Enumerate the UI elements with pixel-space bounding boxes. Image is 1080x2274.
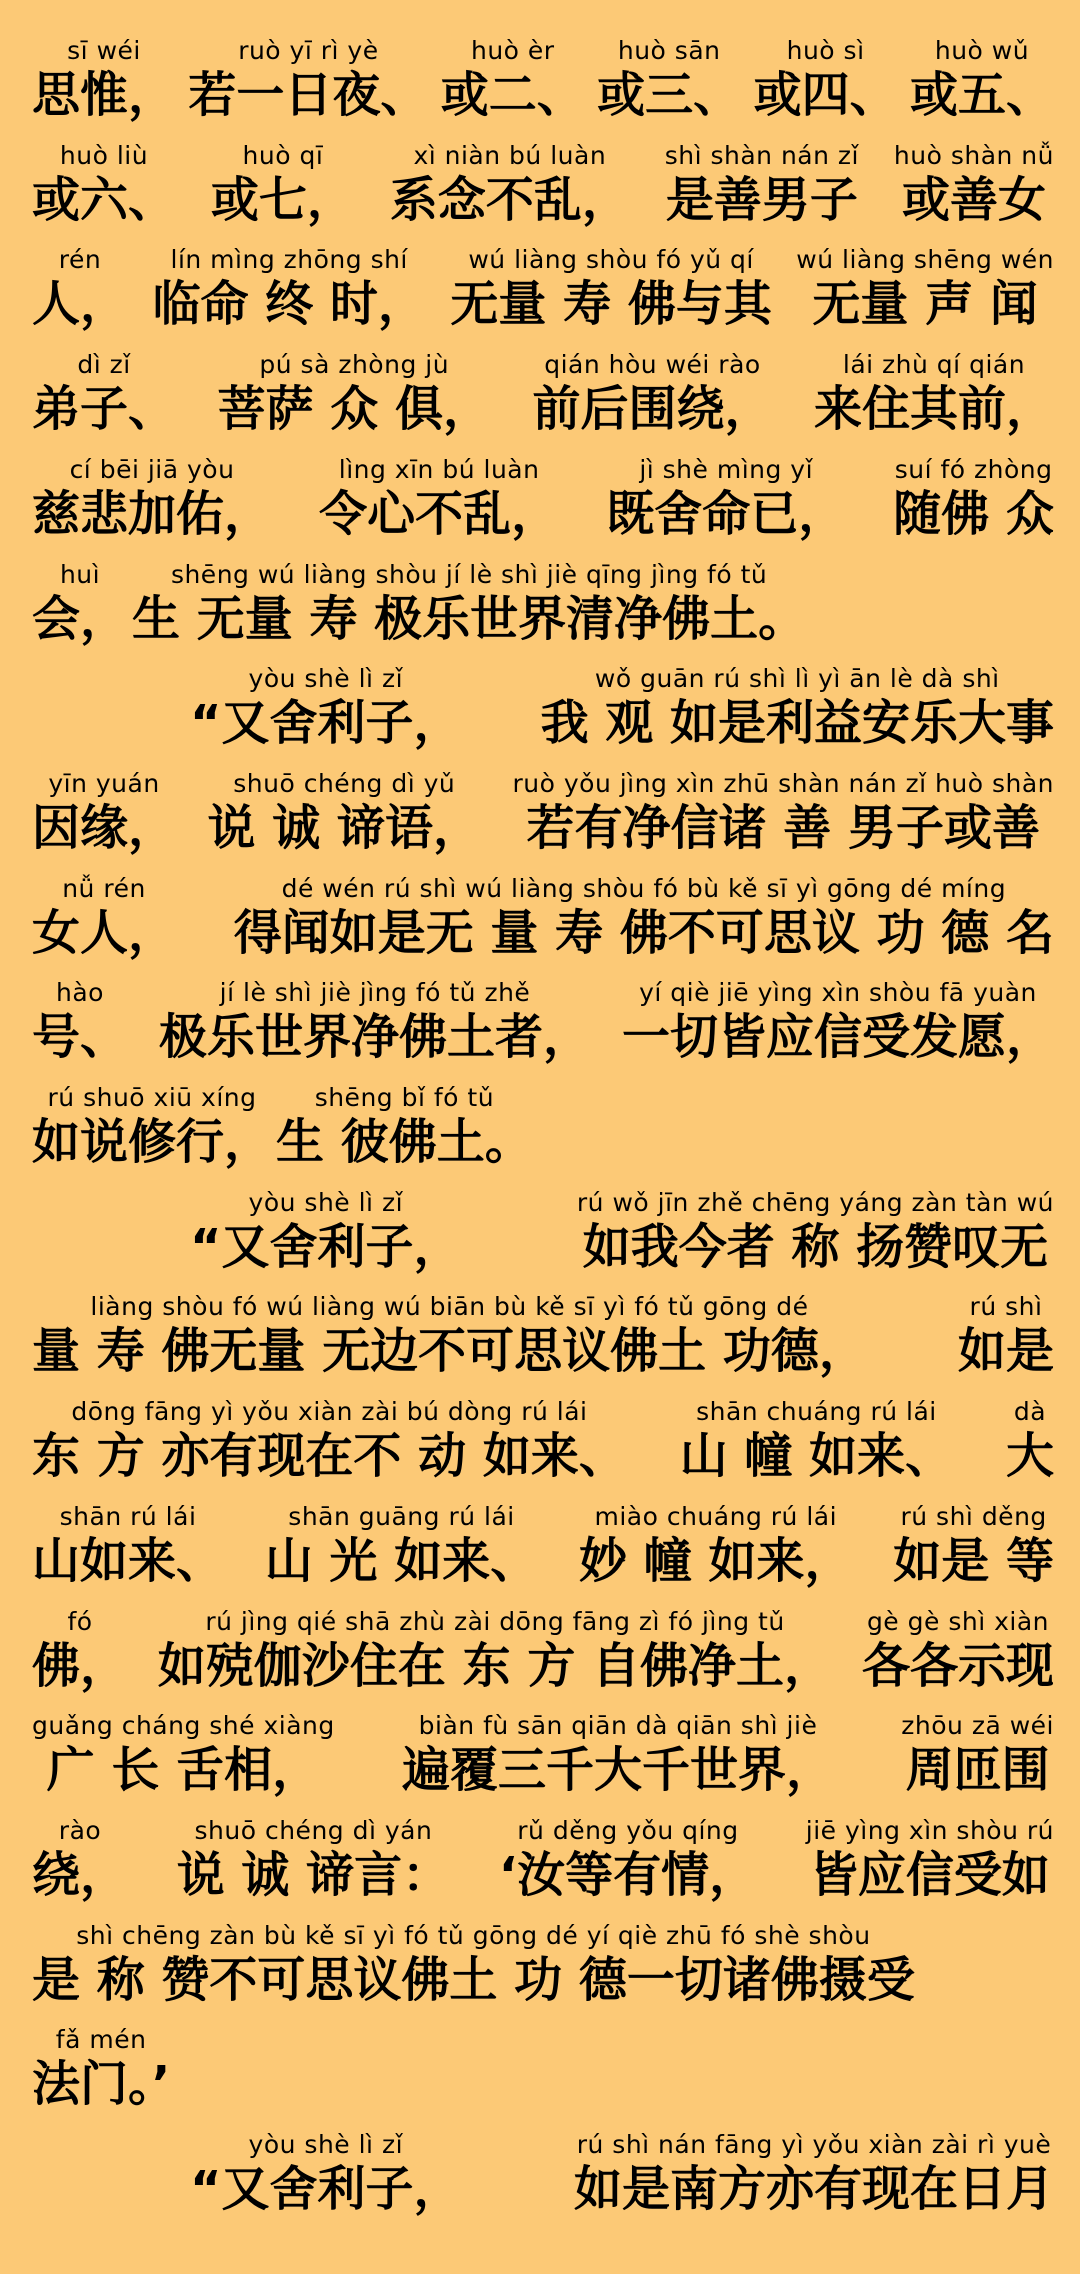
hanzi-text: 法门。’ xyxy=(32,2056,171,2112)
text-line xyxy=(0,560,1080,648)
word-group xyxy=(32,560,128,648)
pinyin-text: shēng bǐ fó tǔ xyxy=(314,1083,495,1112)
hanzi-text: 广 长 舌相， xyxy=(46,1742,321,1798)
word-group xyxy=(894,141,1054,229)
hanzi-text: 我 观 如是利益安乐大事 xyxy=(540,695,1054,751)
hanzi-text: 如说修行， xyxy=(32,1114,273,1170)
hanzi-text: 山如来、 xyxy=(32,1533,225,1589)
text-line xyxy=(0,245,1080,333)
pinyin-text: ruò yī rì yè xyxy=(238,36,379,65)
hanzi-text: 人， xyxy=(32,276,129,332)
hanzi-text: 弟子、 xyxy=(32,381,177,437)
pinyin-text: yòu shè lì zǐ xyxy=(248,2130,404,2159)
hanzi-text: 既舍命已， xyxy=(606,486,847,542)
text-line xyxy=(0,141,1080,229)
word-group xyxy=(32,1397,627,1485)
word-group xyxy=(579,1502,852,1590)
pinyin-text: wǒ guān rú shì lì yì ān lè dà shì xyxy=(594,664,1000,693)
pinyin-text: rào xyxy=(58,1816,102,1845)
word-group xyxy=(796,245,1054,333)
hanzi-text: 菩萨 众 俱， xyxy=(217,381,491,437)
word-group xyxy=(32,141,176,229)
text-line xyxy=(0,1083,1080,1171)
hanzi-text: “又舍利子， xyxy=(190,1219,462,1275)
pinyin-text: huò sān xyxy=(617,36,721,65)
word-group xyxy=(32,1711,335,1799)
text-line xyxy=(0,1816,1080,1904)
hanzi-text: 来住其前， xyxy=(813,381,1054,437)
word-group xyxy=(450,245,771,333)
word-group xyxy=(910,36,1054,124)
pinyin-text: gè gè shì xiàn xyxy=(866,1607,1049,1636)
pinyin-text: huì xyxy=(59,560,101,589)
hanzi-text: 是善男子 xyxy=(665,172,858,228)
word-group xyxy=(234,874,1054,962)
text-line xyxy=(0,2025,1080,2113)
hanzi-text: 或六、 xyxy=(32,172,177,228)
hanzi-text: 绕， xyxy=(32,1847,129,1903)
hanzi-text: 会， xyxy=(32,591,129,647)
pinyin-text: jí lè shì jiè jìng fó tǔ zhě xyxy=(219,978,531,1007)
text-line xyxy=(0,1188,1080,1276)
pinyin-text: huò qī xyxy=(242,141,324,170)
hanzi-text: 如是南方亦有现在日月 xyxy=(573,2161,1054,2217)
hanzi-text: 或善女 xyxy=(901,172,1046,228)
word-group xyxy=(1006,1397,1054,1485)
pinyin-text: huò sì xyxy=(786,36,865,65)
pinyin-text: miào chuáng rú lái xyxy=(594,1502,838,1531)
hanzi-text: 或五、 xyxy=(909,67,1054,123)
word-group xyxy=(32,1502,224,1590)
pinyin-text: rú shì děng xyxy=(900,1502,1047,1531)
word-group xyxy=(597,36,741,124)
text-line xyxy=(0,1711,1080,1799)
text-line xyxy=(0,455,1080,543)
pinyin-text: lín mìng zhōng shí xyxy=(170,245,408,274)
pinyin-text: shān rú lái xyxy=(59,1502,197,1531)
hanzi-text: 得闻如是无 量 寿 佛不可思议 功 德 名 xyxy=(233,905,1054,961)
word-group xyxy=(32,350,176,438)
pinyin-text: shì chēng zàn bù kě sī yì fó tǔ gōng dé yí qiè zhū fó shè shòu xyxy=(76,1921,871,1950)
text-line xyxy=(0,664,1080,752)
word-group xyxy=(132,560,806,648)
hanzi-text: 无量 寿 佛与其 xyxy=(450,276,772,332)
word-group xyxy=(32,769,176,857)
pinyin-text: pú sà zhòng jù xyxy=(259,350,450,379)
word-group xyxy=(190,1188,462,1276)
word-group xyxy=(32,874,176,962)
word-group xyxy=(177,1816,450,1904)
hanzi-text: “又舍利子， xyxy=(190,2161,462,2217)
hanzi-text: 大 xyxy=(1005,1428,1054,1484)
pinyin-text: shān guāng rú lái xyxy=(288,1502,515,1531)
word-group xyxy=(754,36,898,124)
hanzi-text: 如我今者 称 扬赞叹无 xyxy=(582,1219,1049,1275)
pinyin-text: sī wéi xyxy=(67,36,141,65)
text-line xyxy=(0,1397,1080,1485)
pinyin-text: yīn yuán xyxy=(48,769,160,798)
pinyin-text: rú shuō xiū xíng xyxy=(47,1083,257,1112)
pinyin-text: huò liù xyxy=(59,141,149,170)
pinyin-text: rú shì nán fāng yì yǒu xiàn zài rì yuè xyxy=(576,2130,1052,2159)
hanzi-text: 或二、 xyxy=(440,67,585,123)
hanzi-text: 慈悲加佑， xyxy=(32,486,273,542)
hanzi-text: 周匝围 xyxy=(905,1742,1050,1798)
pinyin-text: xì niàn bú luàn xyxy=(413,141,607,170)
pinyin-text: dì zǐ xyxy=(77,350,131,379)
pinyin-text: qián hòu wéi rào xyxy=(544,350,761,379)
pinyin-text: wú liàng shòu fó yǔ qí xyxy=(468,245,754,274)
pinyin-text: shuō chéng dì yǔ xyxy=(233,769,456,798)
pinyin-text: zhōu zā wéi xyxy=(901,1711,1054,1740)
pinyin-text: lìng xīn bú luàn xyxy=(338,455,540,484)
pinyin-text: suí fó zhòng xyxy=(894,455,1053,484)
pinyin-text: wú liàng shēng wén xyxy=(796,245,1054,274)
hanzi-text: 如殑伽沙住在 东 方 自佛净土， xyxy=(157,1638,833,1694)
text-line xyxy=(0,350,1080,438)
word-group xyxy=(541,664,1054,752)
word-group xyxy=(512,769,1054,857)
text-line xyxy=(0,769,1080,857)
word-group xyxy=(211,141,355,229)
pinyin-text: shuō chéng dì yán xyxy=(194,1816,433,1845)
word-group xyxy=(665,141,859,229)
word-group xyxy=(32,245,128,333)
pinyin-text: shān chuáng rú lái xyxy=(696,1397,937,1426)
hanzi-text: 前后围绕， xyxy=(532,381,773,437)
pinyin-text: shì shàn nán zǐ xyxy=(664,141,859,170)
hanzi-text: 是 称 赞不可思议佛土 功 德一切诸佛摄受 xyxy=(32,1952,915,2008)
pinyin-text: jì shè mìng yǐ xyxy=(639,455,814,484)
hanzi-text: 因缘， xyxy=(32,800,177,856)
pinyin-text: liàng shòu fó wú liàng wú biān bù kě sī yì fó tǔ gōng dé xyxy=(90,1292,809,1321)
word-group xyxy=(893,455,1054,543)
pinyin-text: dà xyxy=(1013,1397,1047,1426)
word-group xyxy=(158,1607,832,1695)
text-line xyxy=(0,874,1080,962)
pinyin-text: yòu shè lì zǐ xyxy=(248,664,404,693)
word-group xyxy=(276,1083,533,1171)
word-group xyxy=(532,350,772,438)
text-line xyxy=(0,1921,1080,2009)
text-line xyxy=(0,1292,1080,1380)
word-group xyxy=(499,1816,757,1904)
hanzi-text: 临命 终 时， xyxy=(152,276,426,332)
pinyin-text: cí bēi jiā yòu xyxy=(69,455,235,484)
text-line xyxy=(0,2130,1080,2218)
text-line xyxy=(0,36,1080,124)
pinyin-text: lái zhù qí qián xyxy=(842,350,1026,379)
word-group xyxy=(265,1502,538,1590)
word-group xyxy=(958,1292,1054,1380)
hanzi-text: 女人， xyxy=(32,905,177,961)
pinyin-text: shēng wú liàng shòu jí lè shì jiè qīng jìng fó tǔ xyxy=(170,560,768,589)
word-group xyxy=(901,1711,1054,1799)
hanzi-text: 佛， xyxy=(32,1638,129,1694)
word-group xyxy=(606,455,846,543)
pinyin-text: dé wén rú shì wú liàng shòu fó bù kě sī yì gōng dé míng xyxy=(281,874,1007,903)
hanzi-text: 遍覆三千大千世界， xyxy=(402,1742,835,1798)
hanzi-text: 或四、 xyxy=(753,67,898,123)
pinyin-text: guǎng cháng shé xiàng xyxy=(32,1711,335,1740)
word-group xyxy=(188,36,428,124)
hanzi-text: 生 无量 寿 极乐世界清净佛土。 xyxy=(132,591,807,647)
hanzi-text: 极乐世界净佛土者， xyxy=(158,1009,591,1065)
word-group xyxy=(319,455,559,543)
pinyin-text: biàn fù sān qiān dà qiān shì jiè xyxy=(418,1711,818,1740)
pinyin-text: rǔ děng yǒu qíng xyxy=(517,1816,739,1845)
hanzi-text: 山 光 如来、 xyxy=(264,1533,539,1589)
hanzi-text: 系念不乱， xyxy=(389,172,630,228)
hanzi-text: 或七， xyxy=(210,172,355,228)
word-group xyxy=(814,350,1054,438)
hanzi-text: 思惟， xyxy=(32,67,177,123)
hanzi-text: 令心不乱， xyxy=(319,486,560,542)
word-group xyxy=(208,769,481,857)
pinyin-text: huò èr xyxy=(470,36,555,65)
word-group xyxy=(159,978,591,1066)
hanzi-text: 山 幢 如来、 xyxy=(679,1428,954,1484)
hanzi-text: 如是 xyxy=(957,1323,1054,1379)
hanzi-text: 皆应信受如 xyxy=(809,1847,1050,1903)
word-group xyxy=(32,1292,867,1380)
text-line xyxy=(0,978,1080,1066)
hanzi-text: 妙 幢 如来， xyxy=(579,1533,853,1589)
pinyin-text: hào xyxy=(56,978,104,1007)
hanzi-text: 说 诚 谛语， xyxy=(207,800,481,856)
pinyin-text: rén xyxy=(58,245,102,274)
pinyin-text: jiē yìng xìn shòu rú xyxy=(805,1816,1054,1845)
hanzi-text: 各各示现 xyxy=(861,1638,1054,1694)
hanzi-text: 随佛 众 xyxy=(893,486,1054,542)
word-group xyxy=(32,978,128,1066)
word-group xyxy=(32,1607,128,1695)
hanzi-text: 生 彼佛土。 xyxy=(276,1114,533,1170)
word-group xyxy=(32,1816,128,1904)
hanzi-text: “又舍利子， xyxy=(190,695,462,751)
word-group xyxy=(441,36,585,124)
word-group xyxy=(390,141,630,229)
hanzi-text: 无量 声 闻 xyxy=(812,276,1038,332)
word-group xyxy=(577,1188,1054,1276)
word-group xyxy=(32,455,272,543)
word-group xyxy=(152,245,425,333)
hanzi-text: ‘汝等有情， xyxy=(498,1847,758,1903)
word-group xyxy=(574,2130,1054,2218)
pinyin-text: rú shì xyxy=(969,1292,1043,1321)
hanzi-text: 或三、 xyxy=(597,67,742,123)
hanzi-text: 如是 等 xyxy=(893,1533,1054,1589)
hanzi-text: 若有净信诸 善 男子或善 xyxy=(526,800,1040,856)
word-group xyxy=(32,36,176,124)
pinyin-text: rú jìng qié shā zhù zài dōng fāng zì fó jìng tǔ xyxy=(205,1607,785,1636)
pinyin-text: fó xyxy=(67,1607,93,1636)
hanzi-text: 若一日夜、 xyxy=(188,67,429,123)
pinyin-text: yòu shè lì zǐ xyxy=(248,1188,404,1217)
hanzi-text: 量 寿 佛无量 无边不可思议佛土 功德， xyxy=(32,1323,867,1379)
word-group xyxy=(190,2130,462,2218)
word-group xyxy=(680,1397,953,1485)
word-group xyxy=(402,1711,834,1799)
word-group xyxy=(32,2025,170,2113)
pinyin-text: dōng fāng yì yǒu xiàn zài bú dòng rú lái xyxy=(71,1397,588,1426)
text-line xyxy=(0,1607,1080,1695)
pinyin-text: huò wǔ xyxy=(934,36,1030,65)
pinyin-text: fǎ mén xyxy=(55,2025,147,2054)
word-group xyxy=(862,1607,1054,1695)
pinyin-text: huò shàn nǚ xyxy=(893,141,1054,170)
word-group xyxy=(218,350,491,438)
word-group xyxy=(190,664,462,752)
word-group xyxy=(32,1921,915,2009)
word-group xyxy=(893,1502,1054,1590)
pinyin-text: ruò yǒu jìng xìn zhū shàn nán zǐ huò shàn xyxy=(512,769,1054,798)
pinyin-text: nǚ rén xyxy=(62,874,146,903)
pinyin-text: rú wǒ jīn zhě chēng yáng zàn tàn wú xyxy=(576,1188,1054,1217)
pinyin-text: yí qiè jiē yìng xìn shòu fā yuàn xyxy=(639,978,1037,1007)
word-group xyxy=(32,1083,272,1171)
hanzi-text: 说 诚 谛言： xyxy=(176,1847,451,1903)
word-group xyxy=(622,978,1054,1066)
word-group xyxy=(806,1816,1054,1904)
hanzi-text: 号、 xyxy=(32,1009,129,1065)
hanzi-text: 东 方 亦有现在不 动 如来、 xyxy=(32,1428,627,1484)
text-line xyxy=(0,1502,1080,1590)
hanzi-text: 一切皆应信受发愿， xyxy=(621,1009,1054,1065)
